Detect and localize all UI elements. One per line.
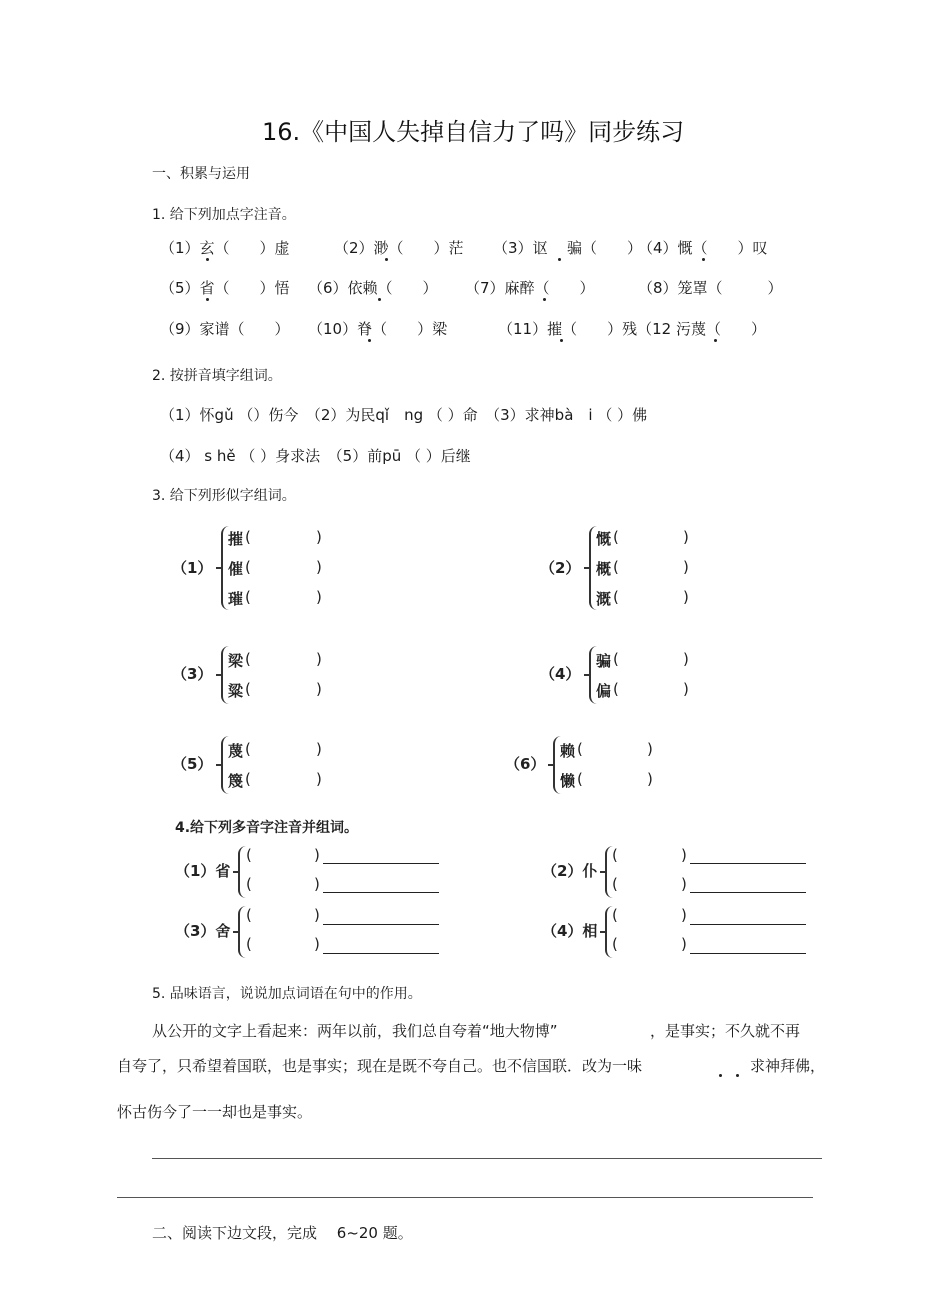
question-2-heading: 2. 按拼音填字组词。 bbox=[152, 368, 282, 384]
q3-char: 蔑 bbox=[228, 742, 244, 760]
q3-char: 璀 bbox=[228, 590, 244, 608]
answer-line[interactable] bbox=[690, 924, 806, 925]
q1-item-6: （6）依赖（ ） bbox=[308, 279, 438, 297]
section-heading-2: 二、阅读下边文段，完成 6~20 题。 bbox=[152, 1224, 413, 1242]
q1-item-7: （7）麻醉（ ） bbox=[465, 279, 595, 297]
question-1-heading: 1. 给下列加点字注音。 bbox=[152, 207, 296, 223]
passage-line-3: 怀古伤今了一一却也是事实。 bbox=[117, 1103, 313, 1121]
paren-close: ) bbox=[314, 906, 320, 924]
q2-row-2: （4） s hě （ ）身求法 （5）前pū （ ）后继 bbox=[160, 447, 471, 465]
emphasis-dot bbox=[378, 298, 381, 301]
q3-char: 摧 bbox=[228, 530, 244, 548]
paren-close: ) bbox=[647, 740, 653, 758]
q3-char: 赖 bbox=[560, 742, 576, 760]
paren-open: ( bbox=[613, 558, 619, 576]
paren-close: ) bbox=[647, 770, 653, 788]
page-title: 16.《中国人失掉自信力了吗》同步练习 bbox=[262, 118, 685, 146]
paren-open: ( bbox=[245, 770, 251, 788]
paren-open: ( bbox=[613, 588, 619, 606]
q3-group-4-label: （4） bbox=[540, 665, 581, 683]
answer-rule[interactable] bbox=[117, 1197, 813, 1198]
q3-char: 偏 bbox=[596, 682, 612, 700]
paren-close: ) bbox=[314, 846, 320, 864]
emphasis-dot bbox=[560, 339, 563, 342]
paren-close: ) bbox=[316, 680, 322, 698]
passage-line-1a: 从公开的文字上看起来：两年以前，我们总自夸着“地大物博” bbox=[152, 1022, 558, 1040]
passage-line-2a: 自夸了，只希望着国联，也是事实；现在是既不夸自己。也不信国联．改为一味 bbox=[117, 1057, 643, 1075]
paren-open: ( bbox=[577, 740, 583, 758]
paren-close: ) bbox=[316, 558, 322, 576]
question-4-heading: 4.给下列多音字注音并组词。 bbox=[175, 820, 359, 836]
passage-line-2b: 求神拜佛， bbox=[750, 1057, 826, 1075]
emphasis-dot bbox=[206, 258, 209, 261]
paren-open: ( bbox=[245, 650, 251, 668]
emphasis-dot bbox=[543, 298, 546, 301]
paren-open: ( bbox=[246, 906, 252, 924]
paren-open: ( bbox=[613, 528, 619, 546]
paren-open: ( bbox=[245, 740, 251, 758]
paren-close: ) bbox=[314, 935, 320, 953]
answer-line[interactable] bbox=[690, 892, 806, 893]
emphasis-dot bbox=[702, 258, 705, 261]
answer-line[interactable] bbox=[323, 924, 439, 925]
q3-char: 溉 bbox=[596, 590, 612, 608]
paren-close: ) bbox=[683, 588, 689, 606]
paren-close: ) bbox=[683, 528, 689, 546]
q3-char: 骗 bbox=[596, 652, 612, 670]
q4-group-1-label: （1）省 bbox=[175, 862, 231, 880]
q1-item-10: （10）脊（ ）梁 bbox=[308, 320, 448, 338]
answer-line[interactable] bbox=[323, 892, 439, 893]
paren-close: ) bbox=[681, 875, 687, 893]
question-5-heading: 5. 品味语言，说说加点词语在句中的作用。 bbox=[152, 986, 422, 1002]
paren-open: ( bbox=[245, 588, 251, 606]
q1-item-5: （5）省（ ）悟 bbox=[160, 279, 290, 297]
paren-open: ( bbox=[245, 558, 251, 576]
paren-close: ) bbox=[683, 558, 689, 576]
q1-item-3a: （3）讴 bbox=[493, 239, 548, 257]
paren-open: ( bbox=[246, 846, 252, 864]
q1-item-11: （11）摧（ ）残（12 污蔑（ ） bbox=[498, 320, 766, 338]
q1-item-4: （4）慨（ ）叹 bbox=[638, 239, 768, 257]
q1-item-8: （8）笼罩（ ） bbox=[638, 279, 783, 297]
paren-close: ) bbox=[314, 875, 320, 893]
q3-group-3-label: （3） bbox=[172, 665, 213, 683]
paren-close: ) bbox=[316, 528, 322, 546]
emphasis-dot bbox=[714, 339, 717, 342]
q3-char: 催 bbox=[228, 560, 244, 578]
paren-open: ( bbox=[612, 875, 618, 893]
paren-close: ) bbox=[681, 906, 687, 924]
paren-open: ( bbox=[612, 846, 618, 864]
answer-line[interactable] bbox=[323, 863, 439, 864]
answer-line[interactable] bbox=[690, 953, 806, 954]
q3-group-1-label: （1） bbox=[172, 559, 213, 577]
emphasis-dot bbox=[206, 298, 209, 301]
passage-line-1b: ，是事实；不久就不再 bbox=[650, 1022, 801, 1040]
paren-open: ( bbox=[246, 875, 252, 893]
section-heading-1: 一、积累与运用 bbox=[152, 166, 250, 182]
emphasis-dot bbox=[385, 258, 388, 261]
answer-rule[interactable] bbox=[152, 1158, 822, 1159]
paren-close: ) bbox=[316, 588, 322, 606]
emphasis-dot bbox=[719, 1074, 722, 1077]
q3-char: 梁 bbox=[228, 652, 244, 670]
q1-item-2: （2）渺（ ）茫 bbox=[334, 239, 464, 257]
q3-group-5-label: （5） bbox=[172, 755, 213, 773]
paren-open: ( bbox=[612, 906, 618, 924]
paren-close: ) bbox=[683, 650, 689, 668]
emphasis-dot bbox=[368, 339, 371, 342]
q1-item-3b: 骗（ ） bbox=[567, 239, 643, 257]
paren-open: ( bbox=[246, 935, 252, 953]
answer-line[interactable] bbox=[323, 953, 439, 954]
q2-row-1: （1）怀gǔ （）伤今 （2）为民qǐ ng （ ）命 （3）求神bà i （ ）佛 bbox=[160, 406, 648, 424]
answer-line[interactable] bbox=[690, 863, 806, 864]
paren-close: ) bbox=[683, 680, 689, 698]
q4-group-4-label: （4）相 bbox=[542, 922, 598, 940]
paren-open: ( bbox=[577, 770, 583, 788]
paren-open: ( bbox=[245, 680, 251, 698]
q3-group-6-label: （6） bbox=[505, 755, 546, 773]
emphasis-dot bbox=[736, 1074, 739, 1077]
q3-char: 懒 bbox=[560, 772, 576, 790]
paren-open: ( bbox=[612, 935, 618, 953]
paren-close: ) bbox=[316, 770, 322, 788]
q3-char: 概 bbox=[596, 560, 612, 578]
q3-group-2-label: （2） bbox=[540, 559, 581, 577]
q4-group-3-label: （3）舍 bbox=[175, 922, 231, 940]
paren-close: ) bbox=[316, 740, 322, 758]
q1-item-9: （9）家谱（ ） bbox=[160, 320, 290, 338]
q3-char: 粱 bbox=[228, 682, 244, 700]
emphasis-dot bbox=[558, 258, 561, 261]
q4-group-2-label: （2）仆 bbox=[542, 862, 598, 880]
paren-close: ) bbox=[681, 935, 687, 953]
q3-char: 慨 bbox=[596, 530, 612, 548]
paren-open: ( bbox=[245, 528, 251, 546]
paren-open: ( bbox=[613, 680, 619, 698]
q1-item-1: （1）玄（ ）虚 bbox=[160, 239, 290, 257]
paren-open: ( bbox=[613, 650, 619, 668]
question-3-heading: 3. 给下列形似字组词。 bbox=[152, 488, 296, 504]
paren-close: ) bbox=[681, 846, 687, 864]
paren-close: ) bbox=[316, 650, 322, 668]
q3-char: 篾 bbox=[228, 772, 244, 790]
